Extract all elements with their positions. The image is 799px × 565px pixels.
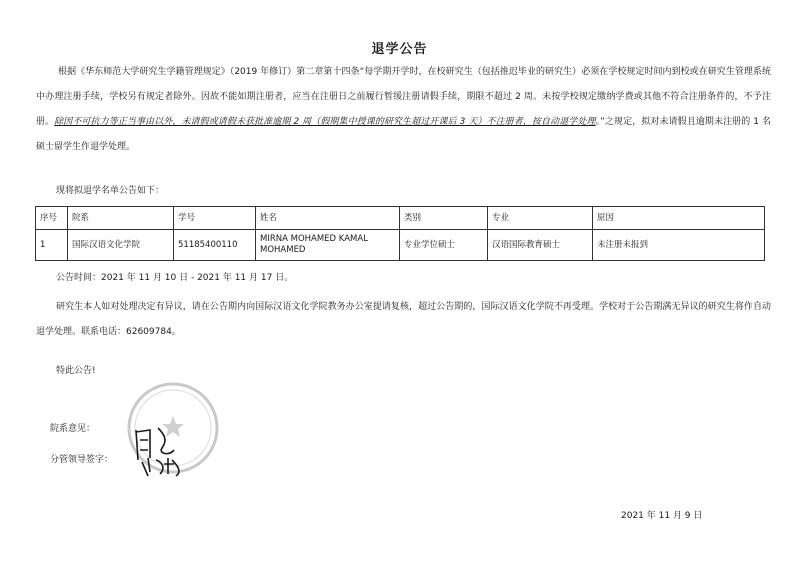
regulation-lead: 根据《华东师范大学研究生学籍管理规定》（2019 年修订）第二章第十四条“每学期开学时，在校研究生（包括推迟毕业的研究生）必须在学校规定时间内到校或在研究生管理系统中办理注册手续，学校另有规定者除外。因故不能如期注册者，应当在注册日之前履行暂缓注册请假手续，期限不超过 2 周。未按学校规定缴纳学费或其他不符合注册条件的，不予注册。 <box>36 67 771 127</box>
header-cell: 类别 <box>400 207 488 230</box>
list-title: 现将拟退学名单公告如下： <box>56 186 165 196</box>
paragraph-appeal <box>36 295 771 345</box>
special-notice: 特此公告! <box>56 366 96 376</box>
appeal-text: 研究生本人如对处理决定有异议，请在公告期内向国际汉语文化学院教务办公室提请复核，超过公告期的，国际汉语文化学院不再受理。学校对于公告期满无异议的研究生将作自动退学处理。联系电话：62609784。 <box>36 302 771 337</box>
cell-reason: 未注册未报到 <box>593 230 765 261</box>
header-cell: 院系 <box>68 207 174 230</box>
page-title: 退学公告 <box>371 42 428 57</box>
table-row <box>36 230 765 261</box>
regulation-tail: 。”之规定，拟对未请假且逾期未注册的 1 名硕士留学生作退学处理。 <box>36 117 771 152</box>
regulation-emphasis: 除因不可抗力等正当事由以外，未请假或请假未获批准逾期 2 周（假期集中授课的研究生超过开课后 3 天）不注册者，按自动退学处理 <box>54 117 596 127</box>
table-header-row <box>36 207 765 230</box>
cell-major: 汉语国际教育硕士 <box>488 230 593 261</box>
handwritten-signature <box>128 410 218 480</box>
cell-department: 国际汉语文化学院 <box>68 230 174 261</box>
cell-name: MIRNA MOHAMED KAMAL MOHAMED <box>256 230 400 261</box>
department-opinion-label: 院系意见： <box>50 424 96 434</box>
header-cell: 姓名 <box>256 207 400 230</box>
cell-index: 1 <box>36 230 68 261</box>
header-cell: 专业 <box>488 207 593 230</box>
header-cell: 原因 <box>593 207 765 230</box>
notice-period: 公告时间：2021 年 11 月 10 日 - 2021 年 11 月 17 日。 <box>56 273 294 283</box>
leader-signature-label: 分管领导签字： <box>50 455 114 465</box>
header-cell: 序号 <box>36 207 68 230</box>
header-cell: 学号 <box>174 207 256 230</box>
cell-student-id: 51185400110 <box>174 230 256 261</box>
withdrawal-table <box>35 206 765 261</box>
notice-date: 2021 年 11 月 9 日 <box>621 511 703 521</box>
cell-category: 专业学位硕士 <box>400 230 488 261</box>
paragraph-regulation <box>36 60 771 160</box>
